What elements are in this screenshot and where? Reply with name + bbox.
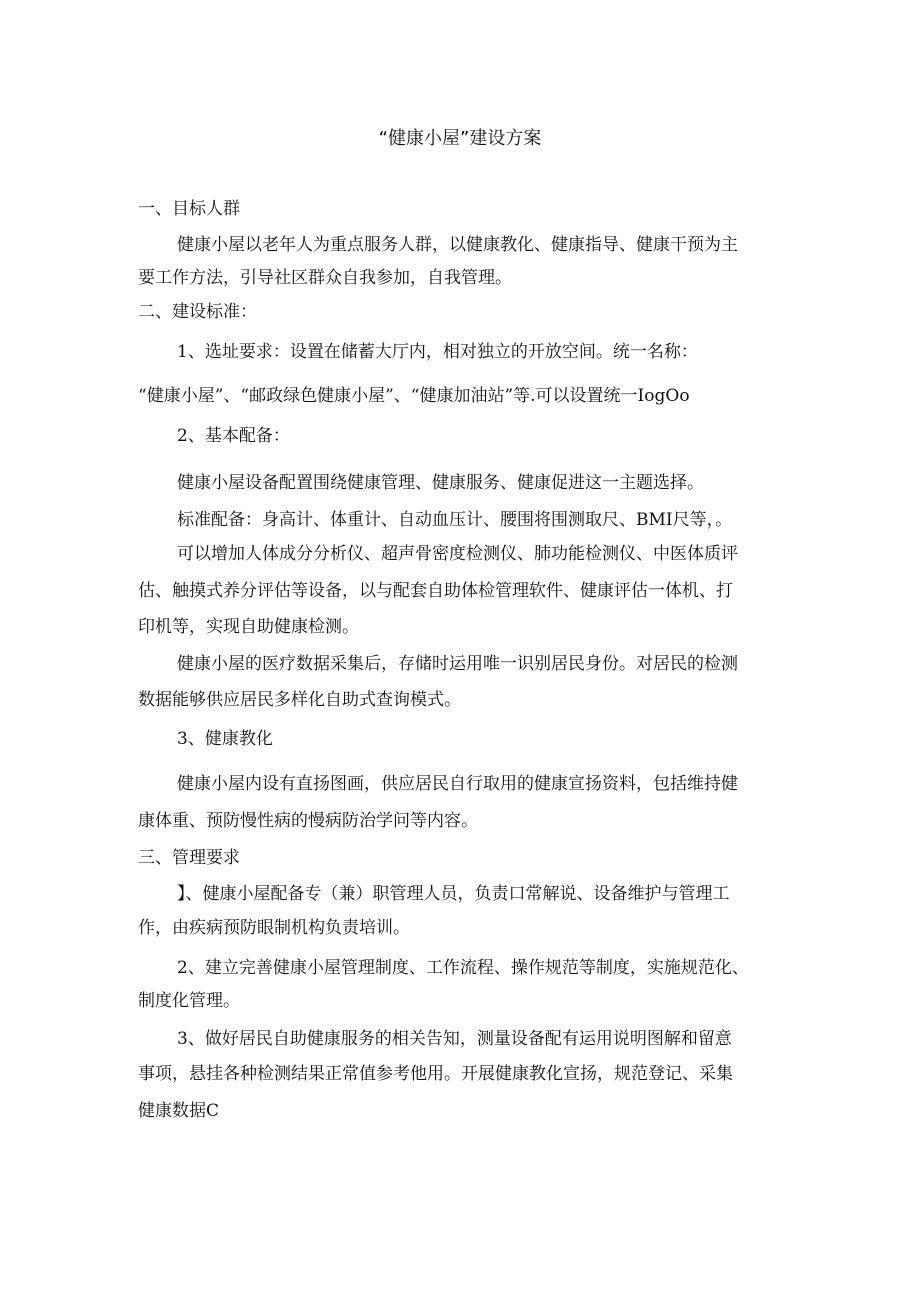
section-2-heading: 二、建设标准： [138, 302, 257, 322]
paragraph-line: 可以增加人体成分分析仪、超声骨密度检测仪、肺功能检测仪、中医体质评 [177, 544, 738, 564]
paragraph-line: 数据能够供应居民多样化自助式查询模式。 [138, 690, 461, 710]
section-3-heading: 三、管理要求 [138, 848, 240, 868]
paragraph-line: 健康数据C [138, 1101, 220, 1121]
paragraph-line: 健康小屋以老年人为重点服务人群，以健康教化、健康指导、健康干预为主 [177, 235, 738, 255]
paragraph-line: 2、建立完善健康小屋管理制度、工作流程、操作规范等制度，实施规范化、 [177, 958, 749, 978]
paragraph-line: 制度化管理。 [138, 991, 240, 1011]
paragraph-line: 】、健康小屋配备专（兼）职管理人员，负责口常解说、设备维护与管理工 [177, 884, 730, 904]
subsection-heading: 3、健康教化 [177, 729, 273, 749]
paragraph-line: 3、做好居民自助健康服务的相关告知，测量设备配有运用说明图解和留意 [177, 1029, 732, 1049]
paragraph-line: 事项，悬挂各种检测结果正常值参考他用。开展健康教化宣扬，规范登记、采集 [138, 1064, 733, 1084]
paragraph-line: 标准配备：身高计、体重计、自动血压计、腰围将围测取尺、BMI尺等，。 [177, 510, 733, 530]
paragraph-line: 康体重、预防慢性病的慢病防治学问等内容。 [138, 811, 478, 831]
paragraph-line: 健康小屋内设有直扬图画，供应居民自行取用的健康宣扬资料，包括维持健 [177, 774, 738, 794]
paragraph-line: “健康小屋”、“邮政绿色健康小屋”、“健康加油站”等.可以设置统一IogOo [138, 386, 690, 406]
paragraph-line: 印机等，实现自助健康检测。 [138, 617, 359, 637]
subsection-heading: 2、基本配备： [177, 426, 290, 446]
section-1-heading: 一、目标人群 [138, 199, 240, 219]
paragraph-line: 作，由疾病预防眼制机构负责培训。 [138, 918, 410, 938]
paragraph-line: 健康小屋的医疗数据采集后，存储时运用唯一识别居民身份。对居民的检测 [177, 654, 738, 674]
paragraph-line: 要工作方法，引导社区群众自我参加，自我管理。 [138, 268, 512, 288]
document-title: “健康小屋”建设方案 [378, 128, 542, 149]
paragraph-line: 健康小屋设备配置围绕健康管理、健康服务、健康促进这一主题选择。 [177, 473, 704, 493]
paragraph-line: 估、触摸式养分评估等设备，以与配套自助体检管理软件、健康评估一体机、打 [138, 581, 733, 601]
paragraph-line: 1、选址要求：设置在储蓄大厅内，相对独立的开放空间。统一名称： [177, 342, 698, 362]
